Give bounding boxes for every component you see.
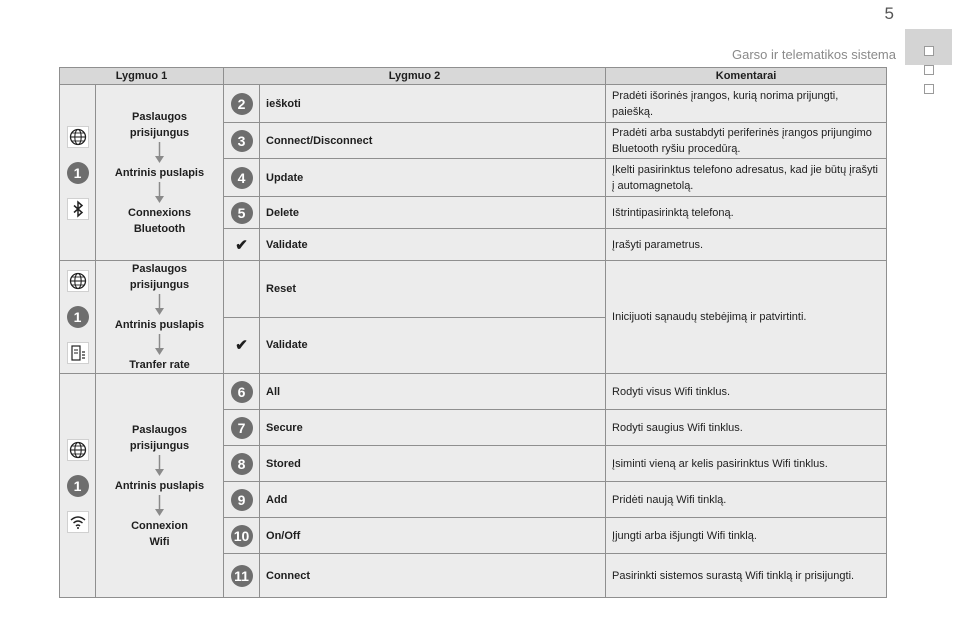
- menu-label: Paslaugos prisijungus: [129, 263, 190, 291]
- submenu-label: Antrinis puslapis: [114, 479, 205, 492]
- section-title: Garso ir telematikos sistema: [732, 47, 896, 62]
- wifi-icon: [67, 511, 89, 533]
- level2-marker-cell: [224, 554, 260, 598]
- comment-cell: Įkelti pasirinktus telefono adresatus, kad jie būtų įrašyti į automagnetolą.: [606, 159, 887, 197]
- level1-icon-cell: [60, 374, 96, 598]
- level2-marker-cell: [224, 159, 260, 197]
- comment-cell: Inicijuoti sąnaudų stebėjimą ir patvirtinti.: [606, 261, 887, 374]
- level2-marker-cell: [224, 317, 260, 374]
- table-row: [60, 374, 887, 410]
- target-label: Connexions Bluetooth: [128, 206, 191, 235]
- target-label: Connexion Wifi: [131, 519, 188, 548]
- page-number: 5: [884, 4, 894, 23]
- level2-marker-cell: [224, 85, 260, 123]
- target-label: Tranfer rate: [129, 359, 190, 371]
- level2-marker: 2: [231, 93, 253, 115]
- comment-cell: Ištrintipasirinktą telefoną.: [606, 197, 887, 229]
- level2-marker: 6: [231, 381, 253, 403]
- level2-marker: 10: [231, 525, 253, 547]
- comment-cell: Pridėti naują Wifi tinklą.: [606, 482, 887, 518]
- level1-icon-cell: [60, 85, 96, 261]
- level2-label: ieškoti: [260, 85, 606, 123]
- settings-table: [59, 67, 887, 598]
- level2-marker: 8: [231, 453, 253, 475]
- level2-marker-cell: [224, 229, 260, 261]
- level1-marker: 1: [67, 306, 89, 328]
- level2-marker: 11: [231, 565, 253, 587]
- header-level2: Lygmuo 2: [224, 68, 606, 85]
- level1-marker: 1: [67, 475, 89, 497]
- level2-label: Update: [260, 159, 606, 197]
- table-row: [60, 261, 887, 318]
- level2-marker-cell: [224, 261, 260, 318]
- comment-cell: Pradėti arba sustabdyti periferinės įrangos prijungimo Bluetooth ryšiu procedūrą.: [606, 123, 887, 159]
- chapter-marker-2: [924, 65, 934, 75]
- level2-marker-cell: [224, 518, 260, 554]
- level1-path-cell: [96, 374, 224, 598]
- comment-cell: Įjungti arba išjungti Wifi tinklą.: [606, 518, 887, 554]
- data-transfer-icon: [67, 342, 89, 364]
- check-icon: ✔: [235, 236, 248, 254]
- level2-marker: 5: [231, 202, 253, 224]
- submenu-label: Antrinis puslapis: [114, 319, 205, 331]
- level2-label: Add: [260, 482, 606, 518]
- table-row: [60, 85, 887, 123]
- table-body: [60, 85, 887, 598]
- level2-label: Stored: [260, 446, 606, 482]
- globe-icon: [67, 126, 89, 148]
- level2-marker-cell: [224, 123, 260, 159]
- level2-marker: 7: [231, 417, 253, 439]
- level2-label: All: [260, 374, 606, 410]
- comment-cell: Įsiminti vieną ar kelis pasirinktus Wifi tinklus.: [606, 446, 887, 482]
- level2-label: Validate: [260, 317, 606, 374]
- menu-label: Paslaugos prisijungus: [129, 423, 190, 452]
- level1-icon-cell: [60, 261, 96, 374]
- menu-label: Paslaugos prisijungus: [129, 110, 190, 139]
- level2-label: Connect: [260, 554, 606, 598]
- header-comments: Komentarai: [606, 68, 887, 85]
- level2-label: Secure: [260, 410, 606, 446]
- level2-marker: 4: [231, 167, 253, 189]
- header-level1: Lygmuo 1: [60, 68, 224, 85]
- level2-label: Delete: [260, 197, 606, 229]
- level2-marker-cell: [224, 410, 260, 446]
- level2-marker-cell: [224, 374, 260, 410]
- level2-label: Validate: [260, 229, 606, 261]
- table-header-row: [60, 68, 887, 85]
- comment-cell: Įrašyti parametrus.: [606, 229, 887, 261]
- level2-marker: 3: [231, 130, 253, 152]
- globe-icon: [67, 270, 89, 292]
- chapter-marker-1: [924, 46, 934, 56]
- level1-marker: 1: [67, 162, 89, 184]
- level2-marker-cell: [224, 482, 260, 518]
- comment-cell: Rodyti visus Wifi tinklus.: [606, 374, 887, 410]
- level2-marker-cell: [224, 446, 260, 482]
- level2-label: Reset: [260, 261, 606, 318]
- level1-path-cell: [96, 85, 224, 261]
- level2-marker-cell: [224, 197, 260, 229]
- bluetooth-icon: [67, 198, 89, 220]
- level2-label: On/Off: [260, 518, 606, 554]
- chapter-marker-3: [924, 84, 934, 94]
- globe-icon: [67, 439, 89, 461]
- submenu-label: Antrinis puslapis: [114, 166, 205, 179]
- level2-label: Connect/Disconnect: [260, 123, 606, 159]
- level2-marker: 9: [231, 489, 253, 511]
- comment-cell: Pradėti išorinės įrangos, kurią norima prijungti, paiešką.: [606, 85, 887, 123]
- comment-cell: Rodyti saugius Wifi tinklus.: [606, 410, 887, 446]
- level1-path-cell: [96, 261, 224, 374]
- comment-cell: Pasirinkti sistemos surastą Wifi tinklą ir prisijungti.: [606, 554, 887, 598]
- check-icon: ✔: [235, 337, 248, 355]
